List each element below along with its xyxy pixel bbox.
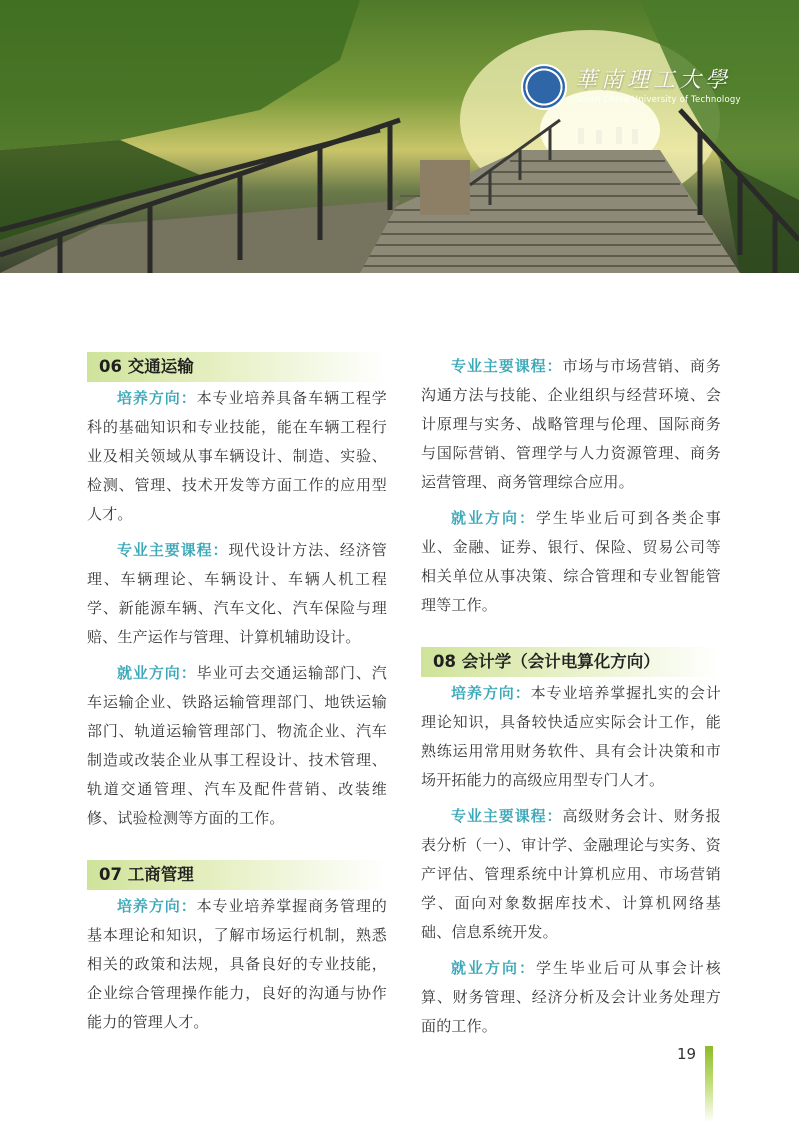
right-column: [421, 352, 721, 1041]
logo-name-en: South China University of Technology: [575, 95, 741, 105]
label-training-direction: 培养方向：: [451, 684, 531, 702]
university-logo: [521, 62, 741, 112]
text-main-courses: 高级财务会计、财务报表分析（一）、审计学、金融理论与实务、资产评估、管理系统中计算机应用、市场营销学、面向对象数据库技术、计算机网络基础、信息系统开发。: [421, 807, 721, 941]
page-side-bar: [705, 1046, 713, 1123]
label-main-courses: 专业主要课程：: [451, 357, 563, 375]
logo-name-cn: 華南理工大學: [575, 68, 732, 93]
s06-main-courses: [87, 536, 387, 652]
section-title-06: 06 交通运输: [87, 352, 387, 382]
text-main-courses: 市场与市场营销、商务沟通方法与技能、企业组织与经营环境、会计原理与实务、战略管理与伦理、国际商务与国际营销、管理学与人力资源管理、商务运营管理、商务管理综合应用。: [421, 357, 721, 491]
text-training-direction: 本专业培养掌握扎实的会计理论知识，具备较快适应实际会计工作，能熟练运用常用财务软件、具有会计决策和市场开拓能力的高级应用型专门人才。: [421, 684, 721, 789]
text-employment: 学生毕业后可到各类企事业、金融、证券、银行、保险、贸易公司等相关单位从事决策、综合管理和专业智能管理等工作。: [421, 509, 721, 614]
label-main-courses: 专业主要课程：: [451, 807, 563, 825]
s07-main-courses: [421, 352, 721, 497]
text-employment: 学生毕业后可从事会计核算、财务管理、经济分析及会计业务处理方面的工作。: [421, 959, 721, 1035]
left-column: [87, 352, 387, 1037]
banner-photo: [0, 0, 799, 273]
s08-employment: [421, 954, 721, 1041]
section-title-08: 08 会计学（会计电算化方向）: [421, 647, 721, 677]
page-number: 19: [677, 1045, 697, 1063]
text-training-direction: 本专业培养具备车辆工程学科的基础知识和专业技能，能在车辆工程行业及相关领域从事车辆设计、制造、实验、检测、管理、技术开发等方面工作的应用型人才。: [87, 389, 387, 523]
section-title-07: 07 工商管理: [87, 860, 387, 890]
s08-main-courses: [421, 802, 721, 947]
s07-training-direction: [87, 892, 387, 1037]
label-employment: 就业方向：: [451, 509, 536, 527]
text-employment: 毕业可去交通运输部门、汽车运输企业、铁路运输管理部门、地铁运输部门、轨道运输管理部门、物流企业、汽车制造或改装企业从事工程设计、技术管理、轨道交通管理、汽车及配件营销、改装维修、试验检测等方面的工作。: [87, 664, 387, 827]
label-main-courses: 专业主要课程：: [117, 541, 229, 559]
text-training-direction: 本专业培养掌握商务管理的基本理论和知识，了解市场运行机制，熟悉相关的政策和法规，具备良好的专业技能，企业综合管理操作能力，良好的沟通与协作能力的管理人才。: [87, 897, 387, 1031]
s06-employment: [87, 659, 387, 833]
label-training-direction: 培养方向：: [117, 389, 197, 407]
s07-employment: [421, 504, 721, 620]
s06-training-direction: [87, 384, 387, 529]
s08-training-direction: [421, 679, 721, 795]
label-employment: 就业方向：: [451, 959, 536, 977]
university-seal-icon: [521, 64, 567, 110]
label-employment: 就业方向：: [117, 664, 197, 682]
label-training-direction: 培养方向：: [117, 897, 197, 915]
stairway-illustration: [0, 0, 799, 273]
text-main-courses: 现代设计方法、经济管理、车辆理论、车辆设计、车辆人机工程学、新能源车辆、汽车文化、汽车保险与理赔、生产运作与管理、计算机辅助设计。: [87, 541, 387, 646]
